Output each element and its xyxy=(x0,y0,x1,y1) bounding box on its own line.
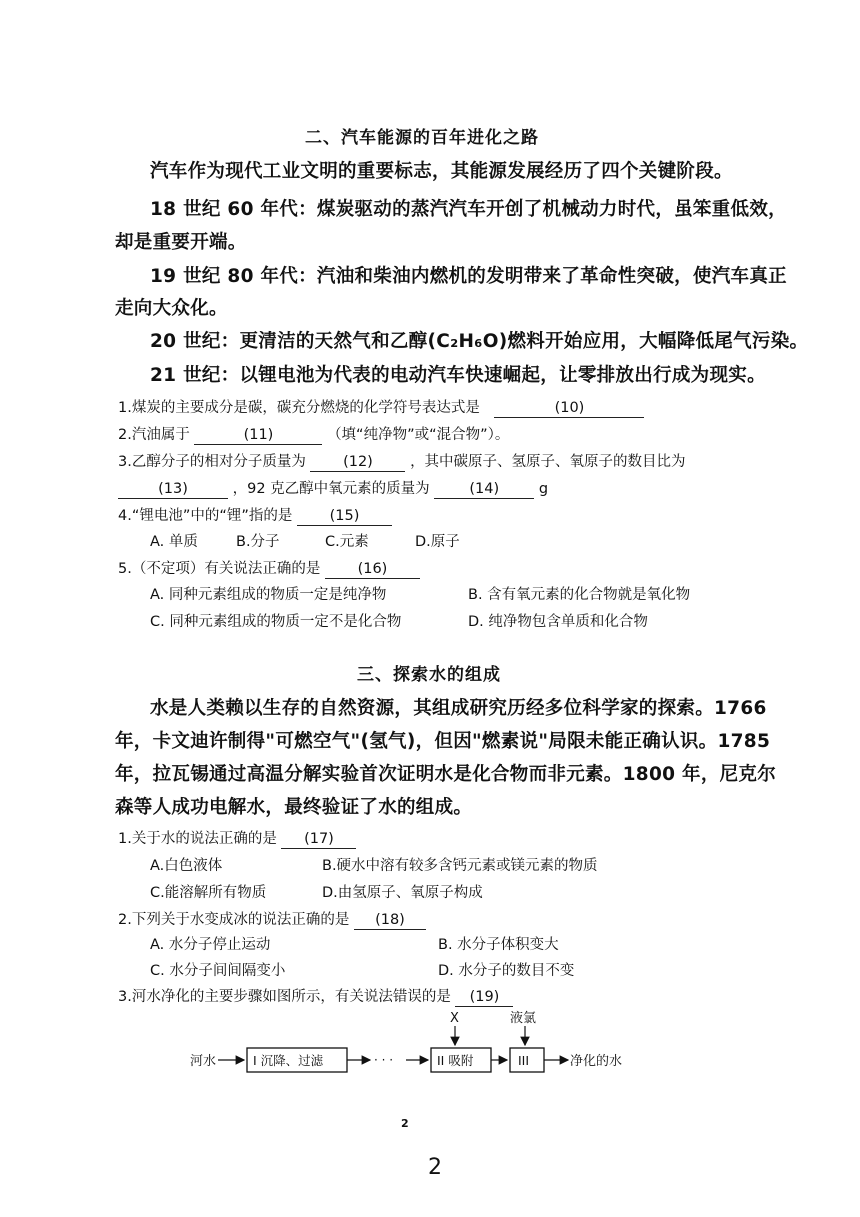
section3-para-line3: 年，拉瓦锡通过高温分解实验首次证明水是化合物而非元素。1800 年，尼克尔 xyxy=(115,764,777,785)
q16-text: 5.（不定项）有关说法正确的是 xyxy=(118,561,321,577)
q18-text: 2.下列关于水变成冰的说法正确的是 xyxy=(118,912,350,928)
section3-para-line1: 水是人类赖以生存的自然资源，其组成研究历经多位科学家的探索。1766 xyxy=(150,698,767,719)
section3-para-line2: 年，卡文迪许制得"可燃空气"(氢气)，但因"燃素说"局限未能正确认识。1785 xyxy=(115,731,771,752)
blank-10[interactable]: (10) xyxy=(494,400,644,418)
q13-line xyxy=(118,477,548,499)
q15-line xyxy=(118,504,392,526)
blank-11[interactable]: (11) xyxy=(194,427,322,445)
blank-19[interactable]: (19) xyxy=(455,989,513,1007)
q17-option-d[interactable]: D.由氢原子、氧原子构成 xyxy=(322,885,483,901)
q15-option-a[interactable]: A. 单质 xyxy=(150,534,198,550)
stage-21c: 21 世纪：以锂电池为代表的电动汽车快速崛起，让零排放出行成为现实。 xyxy=(150,365,766,386)
q11-tail: （填“纯净物”或“混合物”）。 xyxy=(327,427,510,443)
blank-18[interactable]: (18) xyxy=(354,912,426,930)
blank-13[interactable]: (13) xyxy=(118,481,228,499)
q14-unit: g xyxy=(538,481,549,497)
q17-option-b[interactable]: B.硬水中溶有较多含钙元素或镁元素的物质 xyxy=(322,858,598,874)
q18-option-d[interactable]: D. 水分子的数目不变 xyxy=(438,963,575,979)
q12-mid: ，其中碳原子、氢原子、氧原子的数目比为 xyxy=(410,454,686,470)
q16-option-b[interactable]: B. 含有氧元素的化合物就是氧化物 xyxy=(468,587,691,603)
q18-option-b[interactable]: B. 水分子体积变大 xyxy=(438,937,559,953)
section2-title: 二、汽车能源的百年进化之路 xyxy=(305,128,539,148)
purified-water-label: 净化的水 xyxy=(570,1054,623,1069)
water-purification-diagram xyxy=(180,1008,650,1088)
q18-option-c[interactable]: C. 水分子间间隔变小 xyxy=(150,963,286,979)
section2-intro: 汽车作为现代工业文明的重要标志，其能源发展经历了四个关键阶段。 xyxy=(150,161,733,182)
stage-20c: 20 世纪：更清洁的天然气和乙醇(C₂H₆O)燃料开始应用，大幅降低尾气污染。 xyxy=(150,331,809,352)
river-water-label: 河水 xyxy=(190,1054,217,1069)
stage-19c-line1: 19 世纪 80 年代：汽油和柴油内燃机的发明带来了革命性突破，使汽车真正 xyxy=(150,266,787,287)
omitted-steps-dots: · · · xyxy=(374,1053,394,1067)
blank-14[interactable]: (14) xyxy=(434,481,534,499)
q16-option-a[interactable]: A. 同种元素组成的物质一定是纯净物 xyxy=(150,587,387,603)
step3-label: III xyxy=(518,1053,530,1068)
q18-line xyxy=(118,908,426,930)
blank-17[interactable]: (17) xyxy=(281,831,356,849)
stage-19c-line2: 走向大众化。 xyxy=(115,298,228,319)
q15-option-d[interactable]: D.原子 xyxy=(415,534,460,550)
q12-line xyxy=(118,450,686,472)
q16-line xyxy=(118,557,420,579)
step1-label: I 沉降、过滤 xyxy=(253,1053,324,1068)
q17-line xyxy=(118,827,356,849)
blank-16[interactable]: (16) xyxy=(325,561,420,579)
page-number-large: 2 xyxy=(428,1155,442,1180)
q18-option-a[interactable]: A. 水分子停止运动 xyxy=(150,937,271,953)
blank-15[interactable]: (15) xyxy=(297,508,392,526)
q12-text: 3.乙醇分子的相对分子质量为 xyxy=(118,454,306,470)
q17-text: 1.关于水的说法正确的是 xyxy=(118,831,277,847)
q15-option-b[interactable]: B.分子 xyxy=(236,534,280,550)
q11-line xyxy=(118,423,509,445)
q17-option-c[interactable]: C.能溶解所有物质 xyxy=(150,885,267,901)
q15-text: 4.“锂电池”中的“锂”指的是 xyxy=(118,508,293,524)
q10-text: 1.煤炭的主要成分是碳，碳充分燃烧的化学符号表达式是 xyxy=(118,400,480,416)
stage-18c-line2: 却是重要开端。 xyxy=(115,232,247,253)
q13-mid: ，92 克乙醇中氧元素的质量为 xyxy=(232,481,430,497)
q10-line xyxy=(118,396,644,418)
step2-label: II 吸附 xyxy=(437,1053,474,1068)
q19-line xyxy=(118,985,513,1007)
q15-option-c[interactable]: C.元素 xyxy=(325,534,369,550)
page-number-small: 2 xyxy=(401,1117,409,1130)
reagent-x-label: X xyxy=(450,1011,459,1026)
q19-text: 3.河水净化的主要步骤如图所示，有关说法错误的是 xyxy=(118,989,451,1005)
blank-12[interactable]: (12) xyxy=(310,454,405,472)
q11-text: 2.汽油属于 xyxy=(118,427,190,443)
section3-para-line4: 森等人成功电解水，最终验证了水的组成。 xyxy=(115,797,473,818)
liquid-chlorine-label: 液氯 xyxy=(510,1011,537,1026)
q16-option-d[interactable]: D. 纯净物包含单质和化合物 xyxy=(468,614,648,630)
q17-option-a[interactable]: A.白色液体 xyxy=(150,858,223,874)
section3-title: 三、探索水的组成 xyxy=(357,665,501,685)
stage-18c-line1: 18 世纪 60 年代：煤炭驱动的蒸汽汽车开创了机械动力时代，虽笨重低效， xyxy=(150,199,787,220)
q16-option-c[interactable]: C. 同种元素组成的物质一定不是化合物 xyxy=(150,614,402,630)
